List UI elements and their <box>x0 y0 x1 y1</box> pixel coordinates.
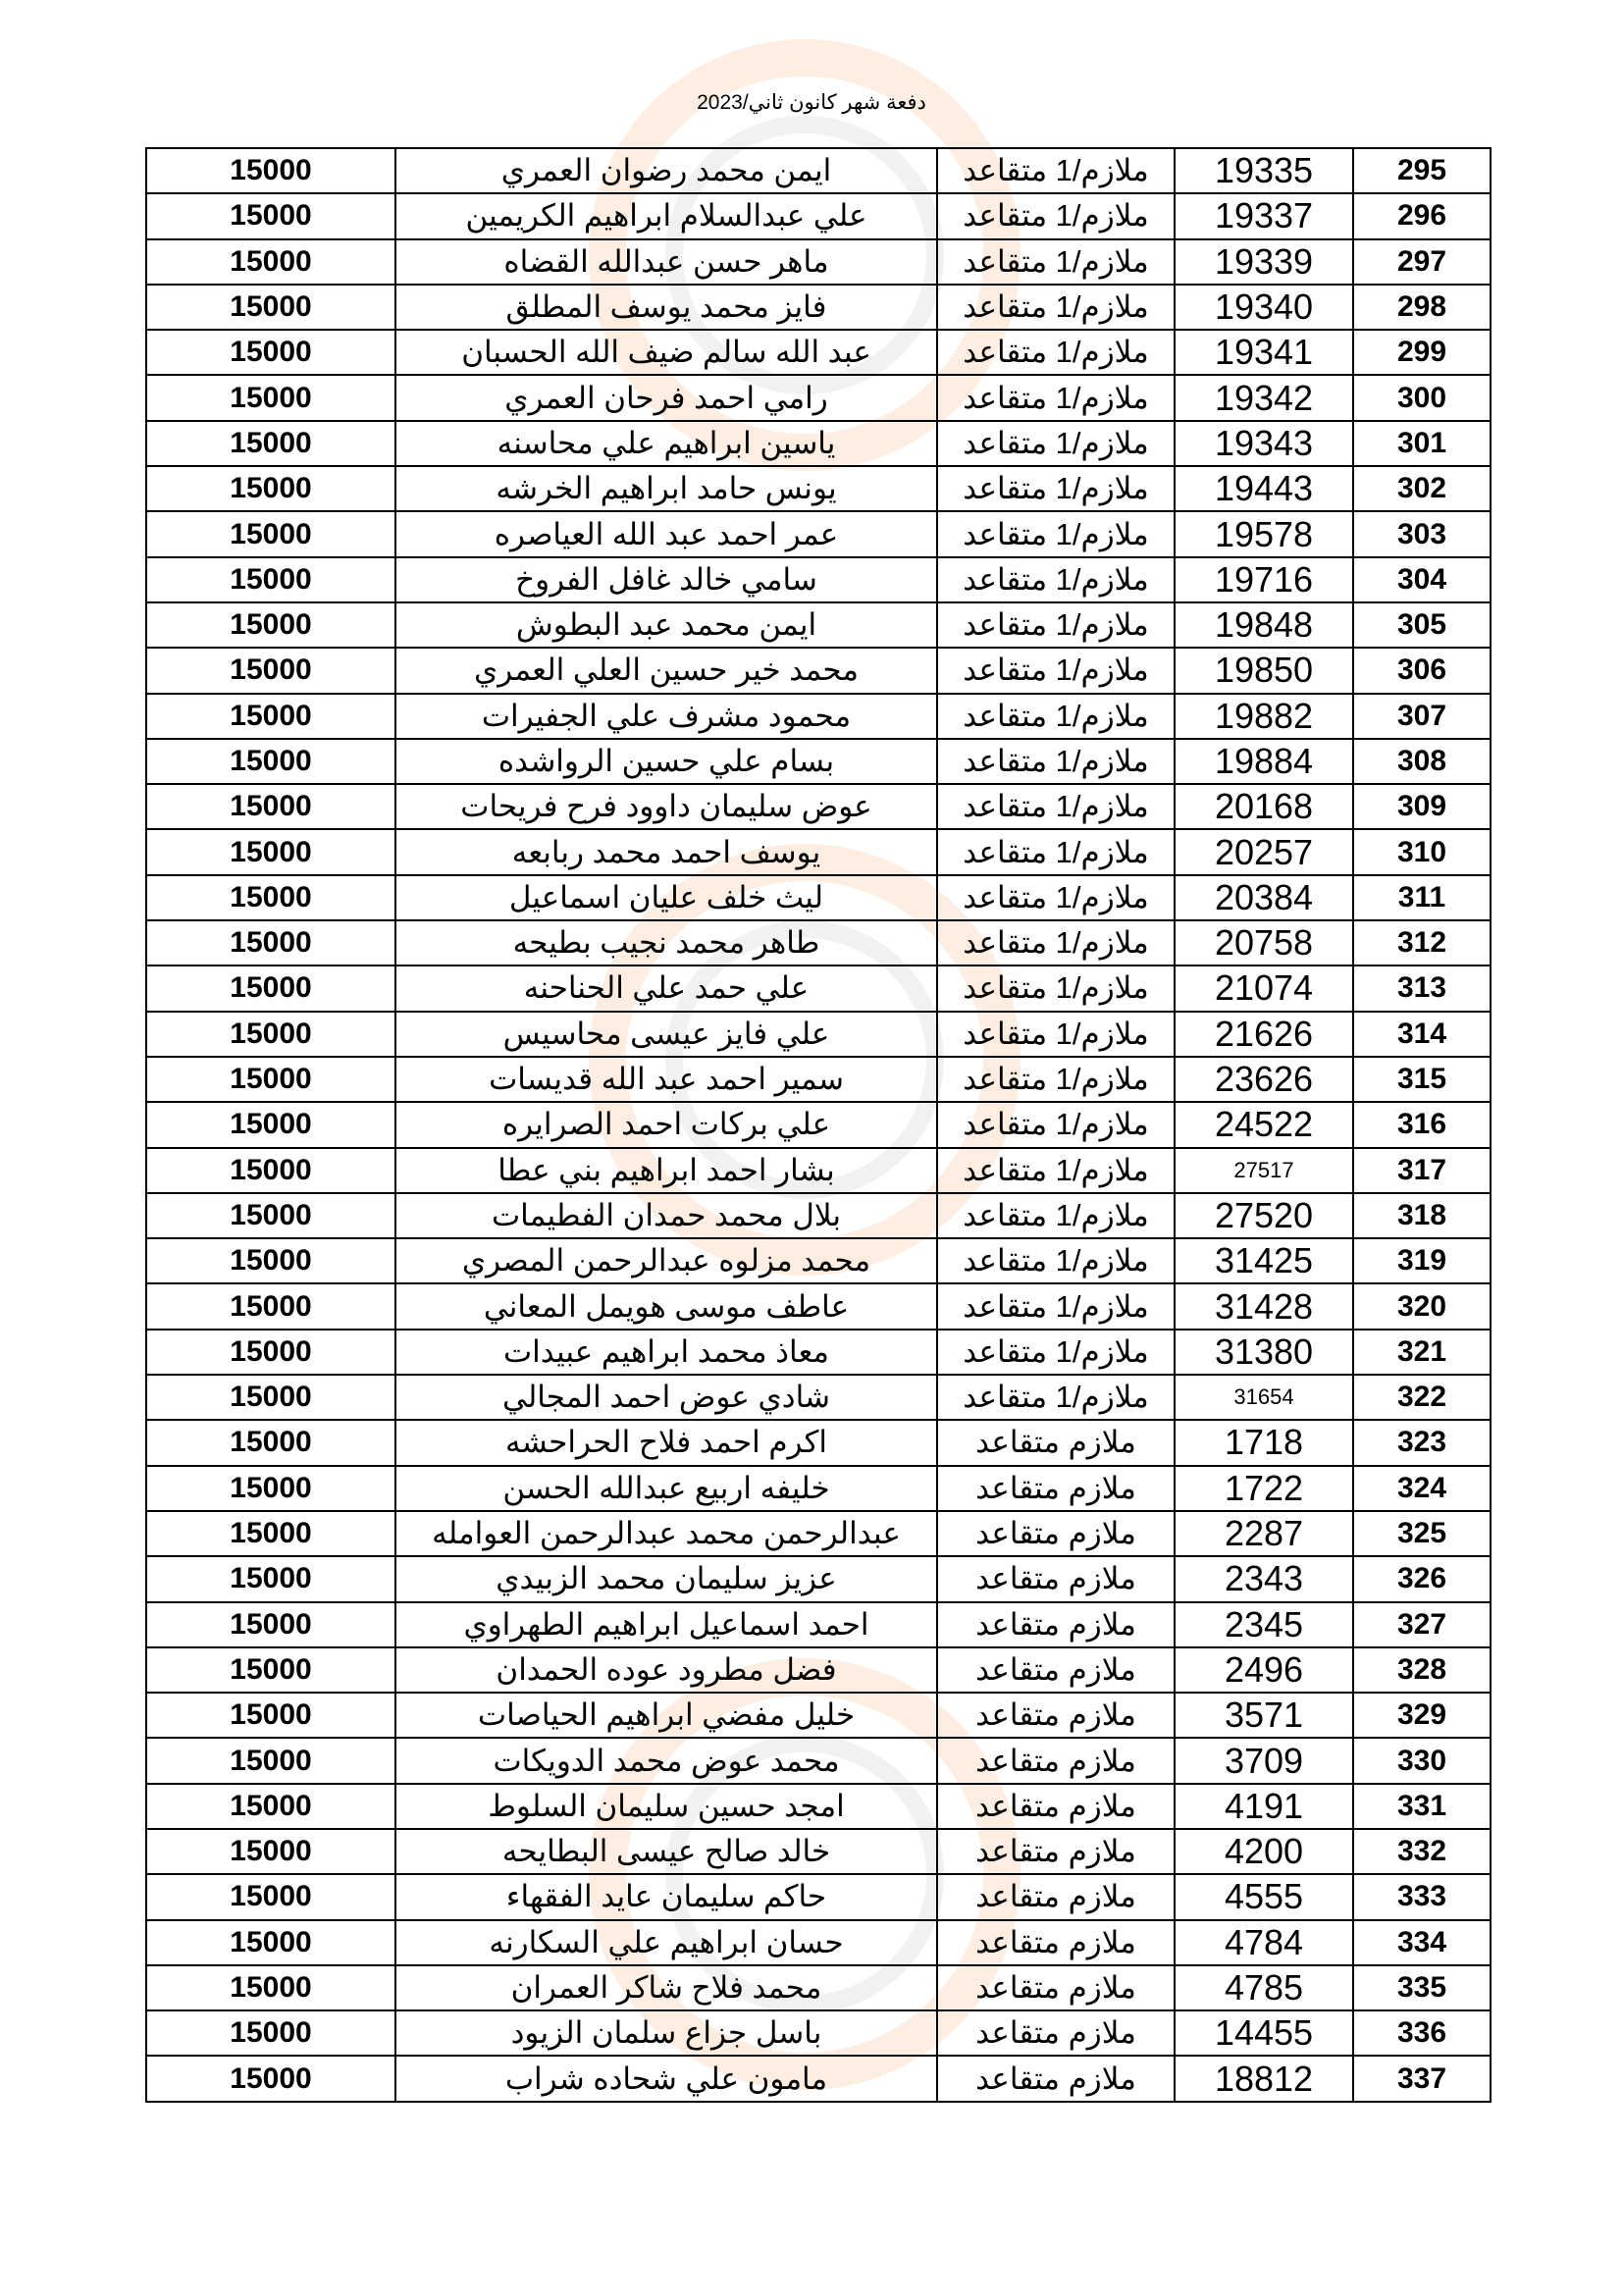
rank-cell: ملازم متقاعد <box>937 1556 1175 1601</box>
military-number-cell: 2287 <box>1175 1511 1353 1556</box>
amount-cell: 15000 <box>146 1420 395 1465</box>
military-number-cell: 27517 <box>1175 1148 1353 1193</box>
military-number-cell: 24522 <box>1175 1102 1353 1147</box>
table-row <box>146 875 1491 920</box>
military-number-cell: 19578 <box>1175 511 1353 556</box>
rank-cell: ملازم متقاعد <box>937 1466 1175 1511</box>
rank-cell: ملازم متقاعد <box>937 1920 1175 1965</box>
table-row <box>146 1238 1491 1283</box>
person-name-cell: سامي خالد غافل الفروخ <box>395 557 937 602</box>
person-name-cell: خليفه اربيع عبدالله الحسن <box>395 1466 937 1511</box>
amount-cell: 15000 <box>146 1647 395 1693</box>
table-row <box>146 1602 1491 1647</box>
military-number-cell: 19342 <box>1175 375 1353 420</box>
rank-cell: ملازم/1 متقاعد <box>937 694 1175 739</box>
military-number-cell: 19335 <box>1175 148 1353 193</box>
row-index-cell: 324 <box>1353 1466 1491 1511</box>
rank-cell: ملازم/1 متقاعد <box>937 829 1175 874</box>
rank-cell: ملازم/1 متقاعد <box>937 965 1175 1011</box>
amount-cell: 15000 <box>146 602 395 648</box>
person-name-cell: فضل مطرود عوده الحمدان <box>395 1647 937 1693</box>
table-row <box>146 1784 1491 1829</box>
person-name-cell: خليل مفضي ابراهيم الحياصات <box>395 1693 937 1738</box>
person-name-cell: ايمن محمد عبد البطوش <box>395 602 937 648</box>
rank-cell: ملازم/1 متقاعد <box>937 1102 1175 1147</box>
rank-cell: ملازم/1 متقاعد <box>937 375 1175 420</box>
row-index-cell: 330 <box>1353 1738 1491 1783</box>
rank-cell: ملازم/1 متقاعد <box>937 1057 1175 1102</box>
person-name-cell: باسل جزاع سلمان الزيود <box>395 2010 937 2056</box>
table-row <box>146 784 1491 829</box>
person-name-cell: عوض سليمان داوود فرح فريحات <box>395 784 937 829</box>
rank-cell: ملازم/1 متقاعد <box>937 1283 1175 1329</box>
table-row <box>146 1330 1491 1375</box>
military-number-cell: 4785 <box>1175 1965 1353 2010</box>
person-name-cell: فايز محمد يوسف المطلق <box>395 285 937 330</box>
military-number-cell: 2343 <box>1175 1556 1353 1601</box>
military-number-cell: 23626 <box>1175 1057 1353 1102</box>
person-name-cell: عبدالرحمن محمد عبدالرحمن العوامله <box>395 1511 937 1556</box>
amount-cell: 15000 <box>146 648 395 693</box>
person-name-cell: احمد اسماعيل ابراهيم الطهراوي <box>395 1602 937 1647</box>
table-row <box>146 285 1491 330</box>
table-row <box>146 2056 1491 2101</box>
table-row <box>146 739 1491 784</box>
military-number-cell: 21074 <box>1175 965 1353 1011</box>
table-row <box>146 148 1491 193</box>
rank-cell: ملازم متقاعد <box>937 1420 1175 1465</box>
military-number-cell: 2345 <box>1175 1602 1353 1647</box>
rank-cell: ملازم/1 متقاعد <box>937 1330 1175 1375</box>
rank-cell: ملازم متقاعد <box>937 1874 1175 1919</box>
military-number-cell: 4191 <box>1175 1784 1353 1829</box>
military-number-cell: 19848 <box>1175 602 1353 648</box>
amount-cell: 15000 <box>146 421 395 466</box>
military-number-cell: 19443 <box>1175 466 1353 511</box>
amount-cell: 15000 <box>146 511 395 556</box>
person-name-cell: بشار احمد ابراهيم بني عطا <box>395 1148 937 1193</box>
military-number-cell: 19884 <box>1175 739 1353 784</box>
person-name-cell: ايمن محمد رضوان العمري <box>395 148 937 193</box>
person-name-cell: اكرم احمد فلاح الحراحشه <box>395 1420 937 1465</box>
person-name-cell: علي فايز عيسى محاسيس <box>395 1012 937 1057</box>
row-index-cell: 308 <box>1353 739 1491 784</box>
row-index-cell: 318 <box>1353 1193 1491 1238</box>
amount-cell: 15000 <box>146 148 395 193</box>
row-index-cell: 302 <box>1353 466 1491 511</box>
military-number-cell: 19337 <box>1175 193 1353 238</box>
amount-cell: 15000 <box>146 875 395 920</box>
amount-cell: 15000 <box>146 1556 395 1601</box>
military-number-cell: 3709 <box>1175 1738 1353 1783</box>
rank-cell: ملازم/1 متقاعد <box>937 421 1175 466</box>
military-number-cell: 20758 <box>1175 920 1353 965</box>
row-index-cell: 296 <box>1353 193 1491 238</box>
amount-cell: 15000 <box>146 330 395 375</box>
table-row <box>146 965 1491 1011</box>
table-row <box>146 920 1491 965</box>
person-name-cell: ليث خلف عليان اسماعيل <box>395 875 937 920</box>
military-number-cell: 19882 <box>1175 694 1353 739</box>
row-index-cell: 328 <box>1353 1647 1491 1693</box>
amount-cell: 15000 <box>146 1057 395 1102</box>
table-row <box>146 648 1491 693</box>
amount-cell: 15000 <box>146 193 395 238</box>
military-number-cell: 14455 <box>1175 2010 1353 2056</box>
table-row <box>146 1375 1491 1420</box>
row-index-cell: 331 <box>1353 1784 1491 1829</box>
row-index-cell: 306 <box>1353 648 1491 693</box>
table-row <box>146 1965 1491 2010</box>
person-name-cell: عمر احمد عبد الله العياصره <box>395 511 937 556</box>
amount-cell: 15000 <box>146 239 395 285</box>
amount-cell: 15000 <box>146 285 395 330</box>
person-name-cell: محمد مزلوه عبدالرحمن المصري <box>395 1238 937 1283</box>
rank-cell: ملازم متقاعد <box>937 1602 1175 1647</box>
amount-cell: 15000 <box>146 2056 395 2101</box>
amount-cell: 15000 <box>146 466 395 511</box>
row-index-cell: 335 <box>1353 1965 1491 2010</box>
row-index-cell: 325 <box>1353 1511 1491 1556</box>
amount-cell: 15000 <box>146 1920 395 1965</box>
rank-cell: ملازم/1 متقاعد <box>937 602 1175 648</box>
table-row <box>146 1647 1491 1693</box>
rank-cell: ملازم متقاعد <box>937 1647 1175 1693</box>
military-number-cell: 31425 <box>1175 1238 1353 1283</box>
person-name-cell: معاذ محمد ابراهيم عبيدات <box>395 1330 937 1375</box>
row-index-cell: 307 <box>1353 694 1491 739</box>
amount-cell: 15000 <box>146 1466 395 1511</box>
amount-cell: 15000 <box>146 1693 395 1738</box>
row-index-cell: 320 <box>1353 1283 1491 1329</box>
table-row <box>146 1193 1491 1238</box>
rank-cell: ملازم/1 متقاعد <box>937 1012 1175 1057</box>
military-number-cell: 27520 <box>1175 1193 1353 1238</box>
rank-cell: ملازم/1 متقاعد <box>937 1238 1175 1283</box>
row-index-cell: 297 <box>1353 239 1491 285</box>
person-name-cell: حاكم سليمان عايد الفقهاء <box>395 1874 937 1919</box>
person-name-cell: علي بركات احمد الصرايره <box>395 1102 937 1147</box>
person-name-cell: رامي احمد فرحان العمري <box>395 375 937 420</box>
military-number-cell: 4784 <box>1175 1920 1353 1965</box>
amount-cell: 15000 <box>146 1511 395 1556</box>
row-index-cell: 332 <box>1353 1829 1491 1874</box>
military-number-cell: 19850 <box>1175 648 1353 693</box>
person-name-cell: شادي عوض احمد المجالي <box>395 1375 937 1420</box>
military-number-cell: 18812 <box>1175 2056 1353 2101</box>
table-row <box>146 557 1491 602</box>
row-index-cell: 311 <box>1353 875 1491 920</box>
person-name-cell: يوسف احمد محمد ربابعه <box>395 829 937 874</box>
row-index-cell: 336 <box>1353 2010 1491 2056</box>
military-number-cell: 1722 <box>1175 1466 1353 1511</box>
military-number-cell: 19341 <box>1175 330 1353 375</box>
amount-cell: 15000 <box>146 965 395 1011</box>
rank-cell: ملازم/1 متقاعد <box>937 648 1175 693</box>
military-number-cell: 31428 <box>1175 1283 1353 1329</box>
amount-cell: 15000 <box>146 2010 395 2056</box>
rank-cell: ملازم/1 متقاعد <box>937 875 1175 920</box>
rank-cell: ملازم/1 متقاعد <box>937 148 1175 193</box>
person-name-cell: ياسين ابراهيم علي محاسنه <box>395 421 937 466</box>
table-row <box>146 602 1491 648</box>
person-name-cell: حسان ابراهيم علي السكارنه <box>395 1920 937 1965</box>
amount-cell: 15000 <box>146 1238 395 1283</box>
table-row <box>146 375 1491 420</box>
military-number-cell: 20168 <box>1175 784 1353 829</box>
amount-cell: 15000 <box>146 1012 395 1057</box>
rank-cell: ملازم متقاعد <box>937 1693 1175 1738</box>
rank-cell: ملازم/1 متقاعد <box>937 1193 1175 1238</box>
table-row <box>146 1012 1491 1057</box>
military-number-cell: 31380 <box>1175 1330 1353 1375</box>
military-number-cell: 19339 <box>1175 239 1353 285</box>
person-name-cell: محمود مشرف علي الجفيرات <box>395 694 937 739</box>
amount-cell: 15000 <box>146 557 395 602</box>
table-row <box>146 1920 1491 1965</box>
rank-cell: ملازم/1 متقاعد <box>937 330 1175 375</box>
rank-cell: ملازم/1 متقاعد <box>937 239 1175 285</box>
person-name-cell: بلال محمد حمدان الفطيمات <box>395 1193 937 1238</box>
rank-cell: ملازم/1 متقاعد <box>937 920 1175 965</box>
rank-cell: ملازم/1 متقاعد <box>937 557 1175 602</box>
amount-cell: 15000 <box>146 739 395 784</box>
military-number-cell: 4200 <box>1175 1829 1353 1874</box>
table-row <box>146 1829 1491 1874</box>
row-index-cell: 329 <box>1353 1693 1491 1738</box>
table-row <box>146 239 1491 285</box>
table-row <box>146 193 1491 238</box>
person-name-cell: عاطف موسى هويمل المعاني <box>395 1283 937 1329</box>
table-row <box>146 1693 1491 1738</box>
person-name-cell: ماهر حسن عبدالله القضاه <box>395 239 937 285</box>
rank-cell: ملازم/1 متقاعد <box>937 285 1175 330</box>
row-index-cell: 305 <box>1353 602 1491 648</box>
military-number-cell: 31654 <box>1175 1375 1353 1420</box>
row-index-cell: 319 <box>1353 1238 1491 1283</box>
rank-cell: ملازم/1 متقاعد <box>937 784 1175 829</box>
table-row <box>146 1283 1491 1329</box>
amount-cell: 15000 <box>146 1375 395 1420</box>
row-index-cell: 298 <box>1353 285 1491 330</box>
person-name-cell: علي حمد علي الحناحنه <box>395 965 937 1011</box>
row-index-cell: 303 <box>1353 511 1491 556</box>
person-name-cell: طاهر محمد نجيب بطيحه <box>395 920 937 965</box>
amount-cell: 15000 <box>146 1829 395 1874</box>
table-row <box>146 330 1491 375</box>
row-index-cell: 315 <box>1353 1057 1491 1102</box>
table-row <box>146 1102 1491 1147</box>
amount-cell: 15000 <box>146 1965 395 2010</box>
row-index-cell: 327 <box>1353 1602 1491 1647</box>
table-row <box>146 1874 1491 1919</box>
row-index-cell: 314 <box>1353 1012 1491 1057</box>
table-row <box>146 2010 1491 2056</box>
amount-cell: 15000 <box>146 1602 395 1647</box>
row-index-cell: 333 <box>1353 1874 1491 1919</box>
person-name-cell: محمد عوض محمد الدويكات <box>395 1738 937 1783</box>
row-index-cell: 337 <box>1353 2056 1491 2101</box>
amount-cell: 15000 <box>146 1330 395 1375</box>
person-name-cell: سمير احمد عبد الله قديسات <box>395 1057 937 1102</box>
row-index-cell: 301 <box>1353 421 1491 466</box>
amount-cell: 15000 <box>146 1738 395 1783</box>
row-index-cell: 299 <box>1353 330 1491 375</box>
row-index-cell: 312 <box>1353 920 1491 965</box>
amount-cell: 15000 <box>146 1193 395 1238</box>
rank-cell: ملازم متقاعد <box>937 2010 1175 2056</box>
person-name-cell: خالد صالح عيسى البطايحه <box>395 1829 937 1874</box>
row-index-cell: 313 <box>1353 965 1491 1011</box>
person-name-cell: يونس حامد ابراهيم الخرشه <box>395 466 937 511</box>
person-name-cell: محمد خير حسين العلي العمري <box>395 648 937 693</box>
person-name-cell: مامون علي شحاده شراب <box>395 2056 937 2101</box>
row-index-cell: 326 <box>1353 1556 1491 1601</box>
rank-cell: ملازم متقاعد <box>937 1784 1175 1829</box>
row-index-cell: 317 <box>1353 1148 1491 1193</box>
person-name-cell: علي عبدالسلام ابراهيم الكريمين <box>395 193 937 238</box>
military-number-cell: 20257 <box>1175 829 1353 874</box>
military-number-cell: 19716 <box>1175 557 1353 602</box>
amount-cell: 15000 <box>146 1102 395 1147</box>
table-row <box>146 1511 1491 1556</box>
person-name-cell: محمد فلاح شاكر العمران <box>395 1965 937 2010</box>
rank-cell: ملازم/1 متقاعد <box>937 739 1175 784</box>
rank-cell: ملازم متقاعد <box>937 2056 1175 2101</box>
row-index-cell: 321 <box>1353 1330 1491 1375</box>
row-index-cell: 323 <box>1353 1420 1491 1465</box>
table-row <box>146 1057 1491 1102</box>
table-row <box>146 829 1491 874</box>
rank-cell: ملازم/1 متقاعد <box>937 193 1175 238</box>
military-number-cell: 3571 <box>1175 1693 1353 1738</box>
row-index-cell: 334 <box>1353 1920 1491 1965</box>
rank-cell: ملازم متقاعد <box>937 1965 1175 2010</box>
row-index-cell: 316 <box>1353 1102 1491 1147</box>
person-name-cell: امجد حسين سليمان السلوط <box>395 1784 937 1829</box>
payments-table <box>145 147 1492 2103</box>
row-index-cell: 300 <box>1353 375 1491 420</box>
row-index-cell: 309 <box>1353 784 1491 829</box>
rank-cell: ملازم/1 متقاعد <box>937 1375 1175 1420</box>
rank-cell: ملازم متقاعد <box>937 1738 1175 1783</box>
amount-cell: 15000 <box>146 375 395 420</box>
amount-cell: 15000 <box>146 694 395 739</box>
document-title: دفعة شهر كانون ثاني/2023 <box>697 91 926 114</box>
military-number-cell: 21626 <box>1175 1012 1353 1057</box>
amount-cell: 15000 <box>146 784 395 829</box>
rank-cell: ملازم متقاعد <box>937 1511 1175 1556</box>
amount-cell: 15000 <box>146 1784 395 1829</box>
military-number-cell: 20384 <box>1175 875 1353 920</box>
table-row <box>146 421 1491 466</box>
table-row <box>146 1420 1491 1465</box>
table-row <box>146 1466 1491 1511</box>
military-number-cell: 1718 <box>1175 1420 1353 1465</box>
military-number-cell: 19343 <box>1175 421 1353 466</box>
row-index-cell: 322 <box>1353 1375 1491 1420</box>
amount-cell: 15000 <box>146 829 395 874</box>
military-number-cell: 19340 <box>1175 285 1353 330</box>
amount-cell: 15000 <box>146 1283 395 1329</box>
person-name-cell: عزيز سليمان محمد الزبيدي <box>395 1556 937 1601</box>
row-index-cell: 304 <box>1353 557 1491 602</box>
amount-cell: 15000 <box>146 1148 395 1193</box>
table-row <box>146 1556 1491 1601</box>
person-name-cell: بسام علي حسين الرواشده <box>395 739 937 784</box>
amount-cell: 15000 <box>146 920 395 965</box>
rank-cell: ملازم/1 متقاعد <box>937 1148 1175 1193</box>
row-index-cell: 295 <box>1353 148 1491 193</box>
table-row <box>146 511 1491 556</box>
rank-cell: ملازم/1 متقاعد <box>937 466 1175 511</box>
rank-cell: ملازم/1 متقاعد <box>937 511 1175 556</box>
rank-cell: ملازم متقاعد <box>937 1829 1175 1874</box>
table-row <box>146 1738 1491 1783</box>
amount-cell: 15000 <box>146 1874 395 1919</box>
military-number-cell: 4555 <box>1175 1874 1353 1919</box>
table-row <box>146 694 1491 739</box>
person-name-cell: عبد الله سالم ضيف الله الحسبان <box>395 330 937 375</box>
row-index-cell: 310 <box>1353 829 1491 874</box>
table-row <box>146 466 1491 511</box>
table-row <box>146 1148 1491 1193</box>
military-number-cell: 2496 <box>1175 1647 1353 1693</box>
